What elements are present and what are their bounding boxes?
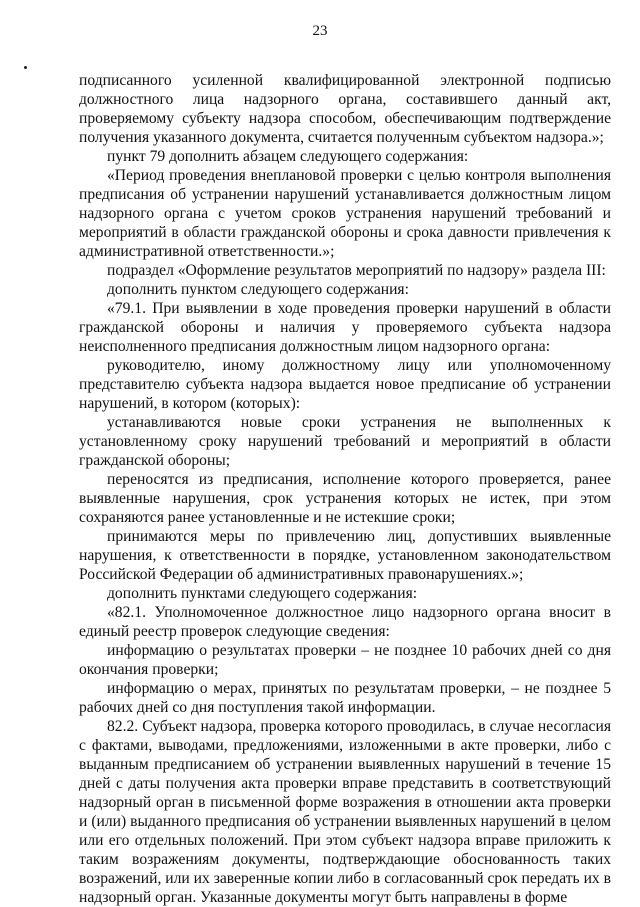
paragraph: 82.2. Субъект надзора, проверка которого проводилась, в случае несогласия с фактами, выводами, предложениями, изложенными в акте проверки, либо с выданным предписанием об устранении выявленных нарушений в течение 15 дней с даты получения акта проверки вправе представить в соответствующий надзорный орган в письменной форме возражения в отношении акта проверки и (или) выданного предписания об устранении выявленных нарушений в целом или его отдельных положений. При этом субъект надзора вправе приложить к таким возражениям документы, подтверждающие обоснованность таких возражений, или их заверенные копии либо в согласованный срок передать их в надзорный орган. Указанные документы могут быть направлены в форме (79, 718, 611, 906)
paragraph: устанавливаются новые сроки устранения не выполненных к установленному сроку нарушений требований и мероприятий в области гражданской обороны; (79, 414, 611, 469)
paragraph: принимаются меры по привлечению лиц, допустивших выявленные нарушения, к ответственности в порядке, установленном законодательством Российской Федерации об административных правонарушениях.»; (79, 528, 611, 583)
paragraph: руководителю, иному должностному лицу или уполномоченному представителю субъекта надзора выдается новое предписание об устранении нарушений, в котором (которых): (79, 357, 611, 412)
paragraph: информацию о результатах проверки – не позднее 10 рабочих дней со дня окончания проверки; (79, 642, 611, 678)
paragraph: «79.1. При выявлении в ходе проведения проверки нарушений в области гражданской обороны и наличия у проверяемого субъекта надзора неисполненного предписания должностным лицом надзорного органа: (79, 300, 611, 355)
paragraph: подраздел «Оформление результатов мероприятий по надзору» раздела III: (107, 262, 606, 279)
page-number: 23 (312, 23, 328, 39)
paragraph: «82.1. Уполномоченное должностное лицо надзорного органа вносит в единый реестр проверок следующие сведения: (79, 604, 611, 640)
body-text (79, 71, 611, 907)
paragraph: дополнить пунктом следующего содержания: (107, 281, 409, 298)
paragraph: «Период проведения внеплановой проверки с целью контроля выполнения предписания об устранении нарушений устанавливается должностным лицом надзорного органа с учетом сроков устранения нарушений требований и мероприятий в области гражданской обороны и срока давности привлечения к административной ответственности.»; (79, 167, 611, 260)
paragraph: переносятся из предписания, исполнение которого проверяется, ранее выявленные нарушения, срок устранения которых не истек, при этом сохраняются ранее установленные и не истекшие сроки; (79, 471, 611, 526)
paragraph: подписанного усиленной квалифицированной электронной подписью должностного лица надзорного органа, составившего данный акт, проверяемому субъекту надзора способом, обеспечивающим подтверждение получения указанного документа, считается полученным субъектом надзора.»; (79, 72, 611, 146)
paragraph: пункт 79 дополнить абзацем следующего содержания: (107, 148, 469, 165)
paragraph: дополнить пунктами следующего содержания: (107, 585, 418, 602)
paragraph: информацию о мерах, принятых по результатам проверки, – не позднее 5 рабочих дней со дня поступления такой информации. (79, 680, 611, 716)
scan-mark (24, 66, 27, 69)
